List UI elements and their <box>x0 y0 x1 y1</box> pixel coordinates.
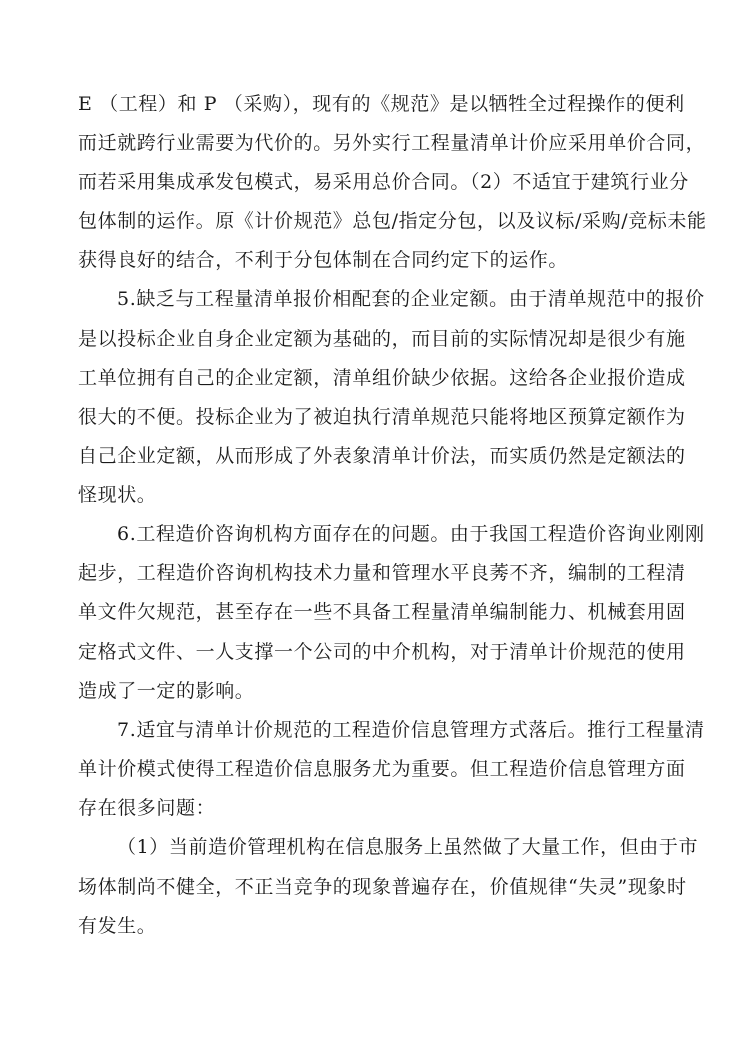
text-line-19: 存在很多问题： <box>78 797 216 819</box>
text-line-2: 而迁就跨行业需要为代价的。另外实行工程量清单计价应采用单价合同， <box>78 132 706 154</box>
text-line-15: 定格式文件、一人支撑一个公司的中介机构，对于清单计价规范的使用 <box>78 641 686 663</box>
text-line-21: 场体制尚不健全，不正当竞争的现象普遍存在，价值规律“失灵”现象时 <box>78 876 687 898</box>
text-line-14: 单文件欠规范，甚至存在一些不具备工程量清单编制能力、机械套用固 <box>78 601 686 623</box>
text-line-16: 造成了一定的影响。 <box>78 680 255 702</box>
text-line-11: 怪现状。 <box>78 484 157 506</box>
text-line-5: 获得良好的结合，不利于分包体制在合同约定下的运作。 <box>78 249 569 271</box>
text-line-13: 起步，工程造价咨询机构技术力量和管理水平良莠不齐，编制的工程清 <box>78 562 686 584</box>
section-heading-6: 6.工程造价咨询机构方面存在的问题。由于我国工程造价咨询业刚刚 <box>117 523 705 545</box>
section-heading-5: 5.缺乏与工程量清单报价相配套的企业定额。由于清单规范中的报价 <box>117 288 705 310</box>
text-line-3: 而若采用集成承发包模式，易采用总价合同。（2）不适宜于建筑行业分 <box>78 171 689 193</box>
text-line-8: 工单位拥有自己的企业定额，清单组价缺少依据。这给各企业报价造成 <box>78 367 686 389</box>
text-line-1: E （工程）和 P （采购），现有的《规范》是以牺牲全过程操作的便利 <box>78 93 685 115</box>
text-line-4: 包体制的运作。原《计价规范》总包/指定分包，以及议标/采购/竞标未能 <box>78 210 707 232</box>
text-line-18: 单计价模式使得工程造价信息服务尤为重要。但工程造价信息管理方面 <box>78 758 686 780</box>
text-line-10: 自己企业定额，从而形成了外表象清单计价法，而实质仍然是定额法的 <box>78 445 686 467</box>
text-line-22: 有发生。 <box>78 915 157 937</box>
section-heading-7: 7.适宜与清单计价规范的工程造价信息管理方式落后。推行工程量清 <box>117 719 705 741</box>
text-line-9: 很大的不便。投标企业为了被迫执行清单规范只能将地区预算定额作为 <box>78 406 686 428</box>
text-line-7: 是以投标企业自身企业定额为基础的，而目前的实际情况却是很少有施 <box>78 328 686 350</box>
list-item-1: （1）当前造价管理机构在信息服务上虽然做了大量工作，但由于市 <box>117 836 699 858</box>
